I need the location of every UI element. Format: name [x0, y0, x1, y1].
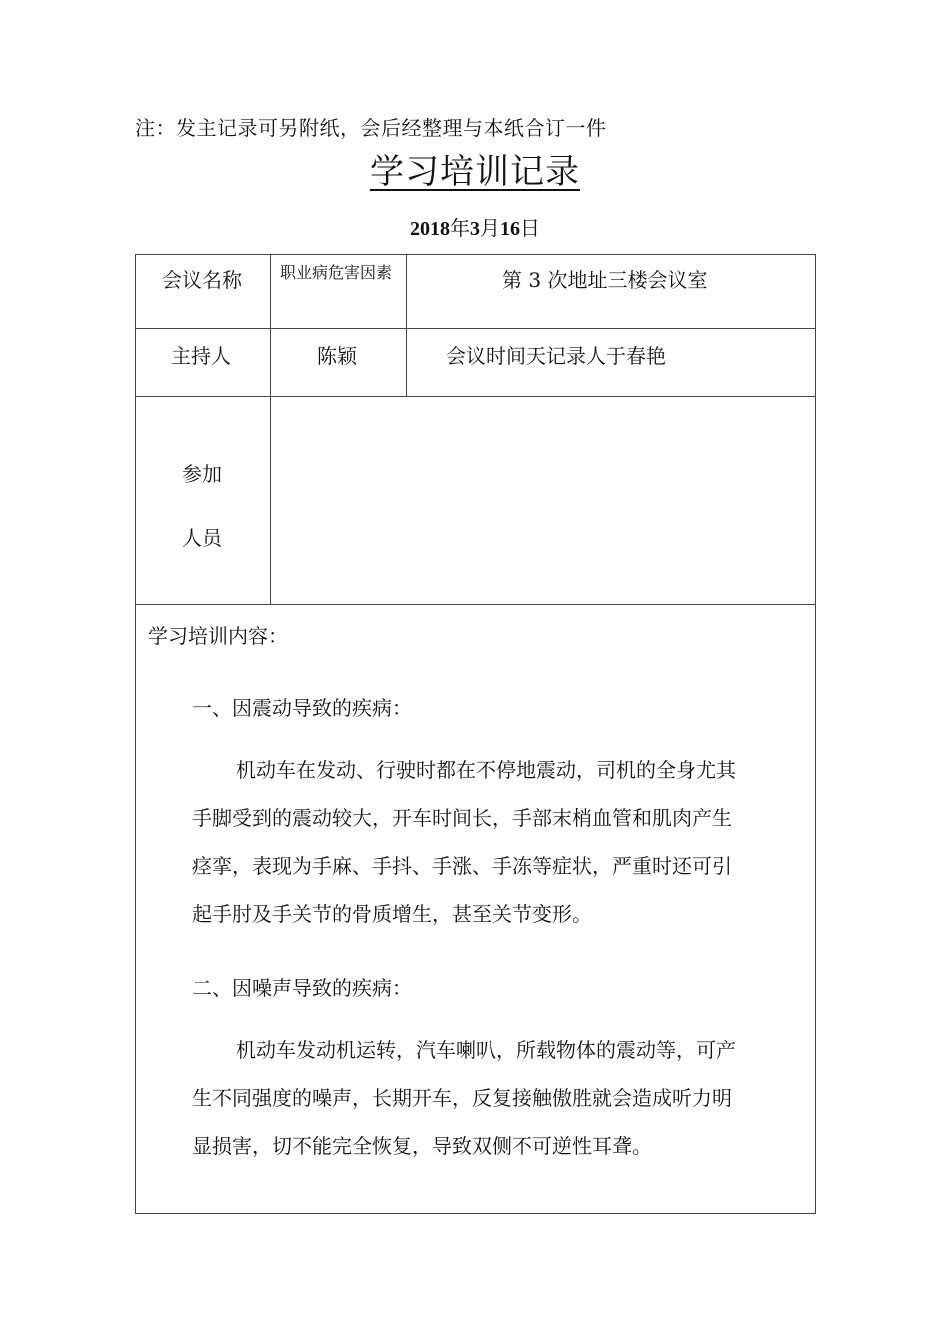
table-rule [406, 254, 407, 396]
date-month-unit: 月 [480, 216, 500, 240]
section2-title: 二、因噪声导致的疾病： [192, 976, 412, 1000]
section1-body [192, 746, 812, 938]
footnote: 注：发主记录可另附纸，会后经整理与本纸合订一件 [135, 116, 607, 140]
meeting-time-recorder: 会议时间天记录人于春艳 [446, 344, 666, 368]
paragraph-line: 手脚受到的震动较大，开车时间长，手部末梢血管和肌肉产生 [192, 806, 732, 830]
table-rule [135, 604, 816, 605]
table-rule [135, 328, 816, 329]
host-value: 陈颖 [317, 344, 357, 368]
meeting-location: 第 3 次地址三楼会议室 [502, 268, 708, 292]
meeting-name-value: 职业病危害因素 [280, 263, 393, 282]
table-rule [270, 254, 271, 604]
host-label: 主持人 [171, 344, 231, 368]
date-month: 3 [470, 218, 480, 240]
section2-body [192, 1026, 812, 1170]
paragraph-line: 生不同强度的噪声，长期开车，反复接触傲胜就会造成听力明 [192, 1086, 732, 1110]
attendees-label-line1: 参加 [182, 462, 222, 486]
date-day: 16 [500, 218, 520, 240]
paragraph-line: 机动车发动机运转，汽车喇叭，所载物体的震动等，可产 [236, 1038, 736, 1062]
page-title-text: 学习培训记录 [370, 152, 580, 192]
attendees-label-line2: 人员 [182, 526, 222, 550]
paragraph-line: 痉挛，表现为手麻、手抖、手涨、手冻等症状，严重时还可引 [192, 854, 732, 878]
paragraph-line: 机动车在发动、行驶时都在不停地震动，司机的全身尤其 [236, 758, 736, 782]
page-title [0, 144, 950, 193]
table-rule [135, 396, 816, 397]
content-heading: 学习培训内容： [148, 624, 288, 648]
meeting-name-label: 会议名称 [162, 268, 242, 292]
date-day-unit: 日 [520, 216, 540, 240]
section1-title: 一、因震动导致的疾病： [192, 696, 412, 720]
date-year: 2018 [410, 218, 450, 240]
date-line [0, 212, 950, 241]
paragraph-line: 显损害，切不能完全恢复，导致双侧不可逆性耳聋。 [192, 1134, 652, 1158]
paragraph-line: 起手肘及手关节的骨质增生，甚至关节变形。 [192, 902, 592, 926]
date-year-unit: 年 [450, 216, 470, 240]
